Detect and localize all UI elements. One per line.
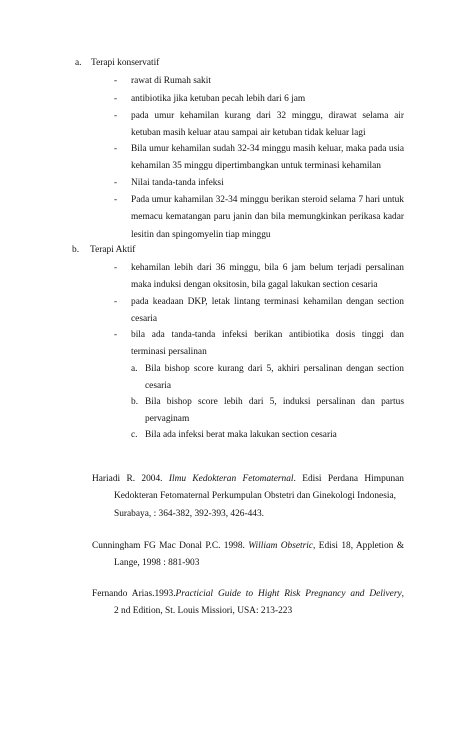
- sub-list-item: c. Bila ada infeksi berat maka lakukan section cesaria: [131, 430, 337, 440]
- bullet-dash: -: [114, 94, 118, 104]
- bullet-dash: -: [114, 330, 118, 340]
- list-item: - rawat di Rumah sakit: [114, 73, 404, 90]
- section-letter: b.: [72, 245, 80, 255]
- list-item: - pada umur kehamilan kurang dari 32 minggu, dirawat selama air ketuban masih keluar atau sampai air ketuban tidak keluar lagi: [114, 108, 404, 143]
- bullet-dash: -: [114, 178, 118, 188]
- bullet-dash: -: [114, 195, 118, 205]
- list-item: - pada keadaan DKP, letak lintang terminasi kehamilan dengan section cesaria: [114, 294, 404, 329]
- reference-title: William Obsetric: [248, 541, 314, 551]
- section-title: Terapi konservatif: [91, 58, 160, 68]
- reference-title: Ilmu Kedokteran Fetomaternal: [168, 474, 294, 484]
- list-item: - Pada umur kahamilan 32-34 minggu berikan steroid selama 7 hari untuk memacu kematangan paru janin dan bila memungkinkan perikasa kadar lesitin dan spingomyelin tiap minggu: [114, 192, 404, 244]
- bullet-dash: -: [114, 111, 118, 121]
- sub-list-item: a. Bila bishop score kurang dari 5, akhiri persalinan dengan section cesaria: [131, 364, 404, 392]
- section-title: Terapi Aktif: [90, 245, 136, 255]
- list-item: - kehamilan lebih dari 36 minggu, bila 6 jam belum terjadi persalinan maka induksi dengan oksitosin, bila gagal lakukan section cesaria: [114, 260, 404, 295]
- list-item: - Bila umur kehamilan sudah 32-34 minggu masih keluar, maka pada usia kehamilan 35 minggu dipertimbangkan untuk terminasi kehamilan: [114, 141, 404, 176]
- list-item: - bila ada tanda-tanda infeksi berikan antibiotika dosis tinggi dan terminasi persalinan: [114, 327, 404, 362]
- section-letter: a.: [75, 58, 82, 68]
- section-heading-b: [72, 242, 135, 259]
- reference-title: Practicial Guide to Hight Risk Pregnancy and Delivery: [175, 589, 402, 599]
- bullet-dash: -: [114, 263, 118, 273]
- list-item: - Nilai tanda-tanda infeksi: [114, 175, 404, 192]
- bullet-dash: -: [114, 297, 118, 307]
- list-item: - antibiotika jika ketuban pecah lebih dari 6 jam: [114, 91, 404, 108]
- bullet-dash: -: [114, 144, 118, 154]
- reference-entry: Hariadi R. 2004. Ilmu Kedokteran Fetomaternal. Edisi Perdana Himpunan Kedokteran Fetomaternal Perkumpulan Obstetri dan Ginekologi Indonesia, Surabaya, : 364-382, 392-393, 426-443.: [92, 474, 404, 519]
- section-heading-a: [75, 55, 159, 72]
- reference-entry: Fernando Arias.1993.Practicial Guide to Hight Risk Pregnancy and Delivery, 2 nd Edition, St. Louis Missiori, USA: 213-223: [92, 589, 404, 617]
- reference-entry: Cunningham FG Mac Donal P.C. 1998. William Obsetric, Edisi 18, Appletion & Lange, 1998 : 881-903: [92, 541, 404, 569]
- bullet-dash: -: [114, 76, 118, 86]
- sub-list-item: b. Bila bishop score lebih dari 5, induksi persalinan dan partus pervaginam: [131, 397, 404, 425]
